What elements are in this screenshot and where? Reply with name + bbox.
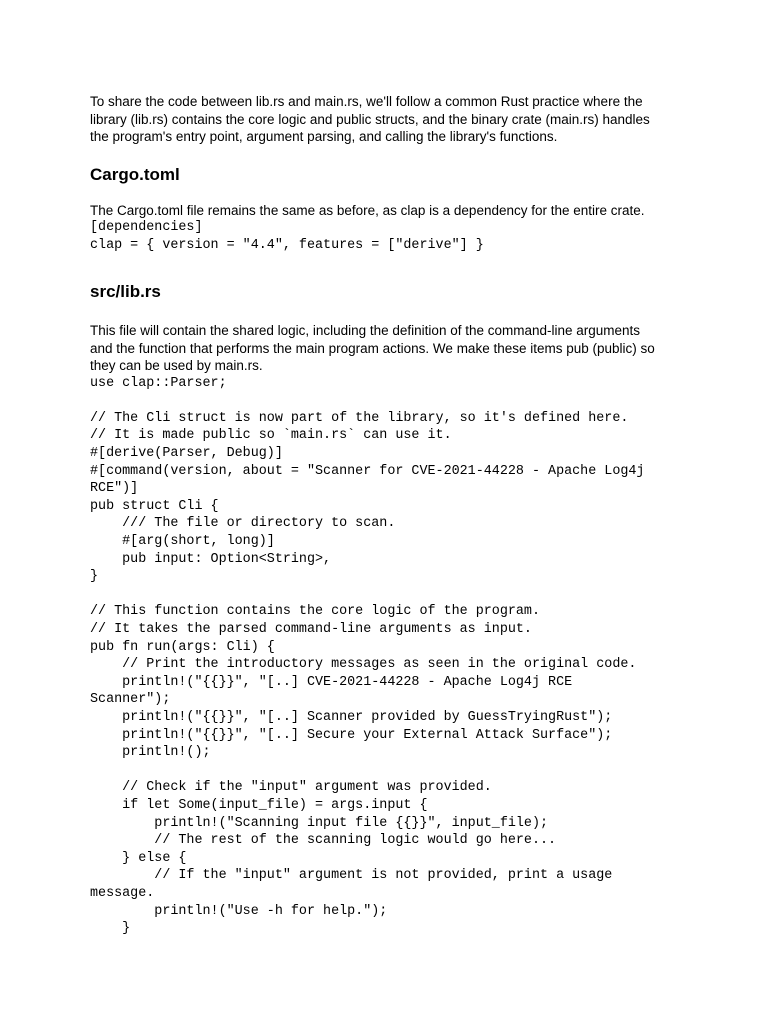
- lib-heading: src/lib.rs: [90, 282, 161, 302]
- lib-description: [90, 322, 690, 375]
- document-page: [90, 93, 690, 938]
- cargo-code-block: [dependencies] clap = { version = "4.4", features = ["derive"] }: [90, 220, 484, 253]
- lib-description-line: they can be used by main.rs.: [90, 358, 263, 374]
- lib-description-line: This file will contain the shared logic, including the definition of the command-line arguments: [90, 323, 641, 339]
- intro-line: the program's entry point, argument parsing, and calling the library's functions.: [90, 129, 558, 144]
- cargo-description: The Cargo.toml file remains the same as before, as clap is a dependency for the entire crate.: [90, 202, 645, 218]
- lib-description-line: and the function that performs the main program actions. We make these items pub (public) so: [90, 340, 655, 356]
- intro-line: library (lib.rs) contains the core logic and public structs, and the binary crate (main.rs) handles: [90, 111, 650, 127]
- cargo-heading: Cargo.toml: [90, 164, 180, 184]
- lib-code-block: use clap::Parser; // The Cli struct is now part of the library, so it's defined here. // It is made public so `main.rs` can use it. #[derive(Parser, Debug)] #[command(version, about = "Scanner for CVE-2021-44228 - Apache Log4j RCE")] pub struct Cli { /// The file or directory to scan. #[arg(short, long)] pub input: Option<String>, } // This function contains the core logic of the program. // It takes the parsed command-line arguments as input. pub fn run(args: Cli) { // Print the introductory messages as seen in the original code. println!("{{}}", "[..] CVE-2021-44228 - Apache Log4j RCE Scanner"); println!("{{}}", "[..] Scanner provided by GuessTryingRust"); println!("{{}}", "[..] Secure your External Attack Surface"); println!(); // Check if the "input" argument was provided. if let Some(input_file) = args.input { println!("Scanning input file {{}}", input_file); // The rest of the scanning logic would go here... } else { // If the "input" argument is not provided, print a usage message. println!("Use -h for help."); }: [90, 375, 645, 937]
- intro-paragraph: [90, 93, 690, 146]
- intro-line: To share the code between lib.rs and main.rs, we'll follow a common Rust practice where the: [90, 94, 643, 109]
